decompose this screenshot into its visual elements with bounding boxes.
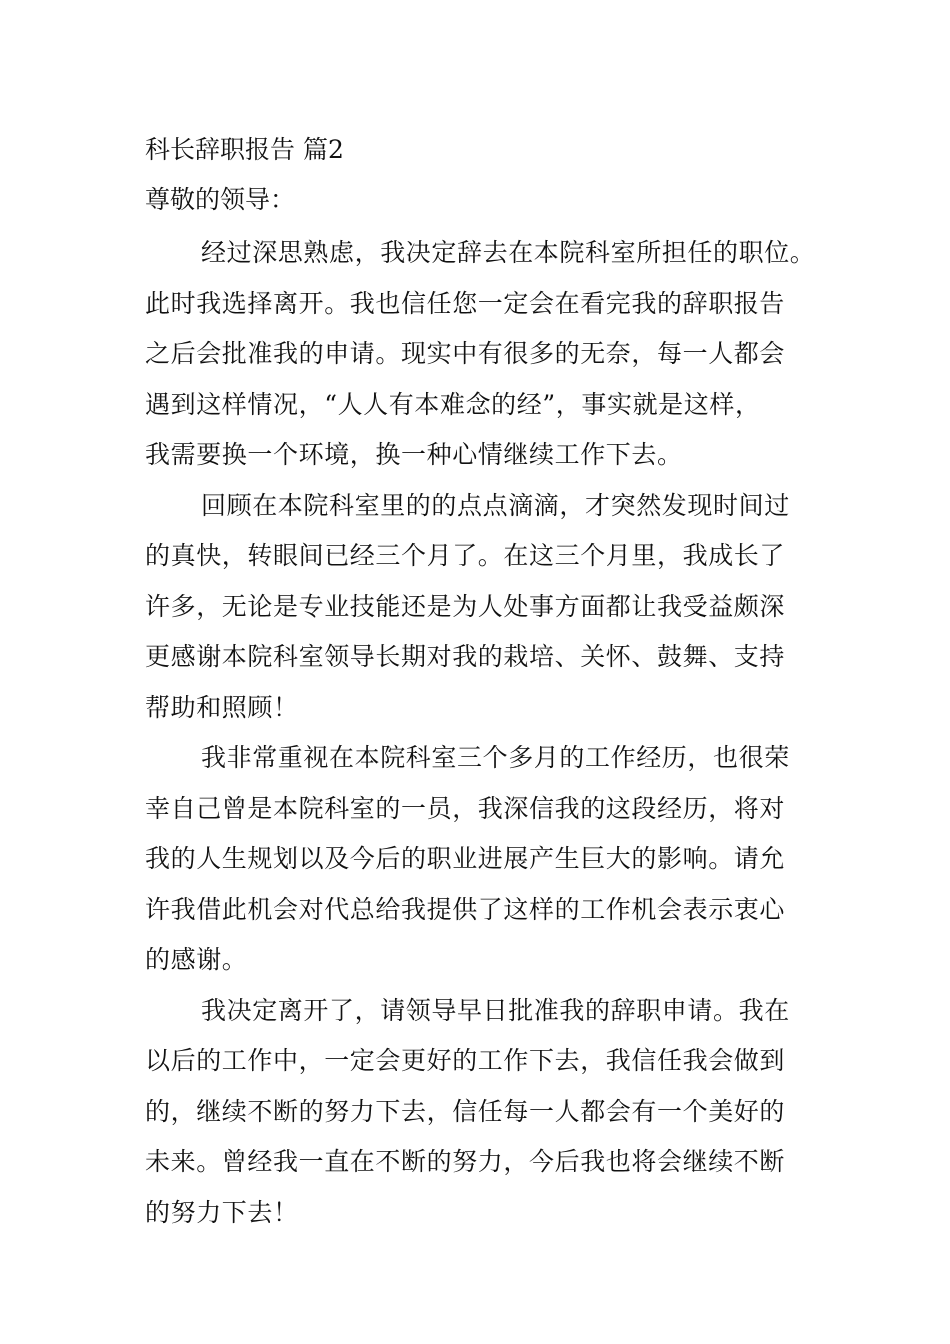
- paragraph-line: 回顾在本院科室里的的点点滴滴，才突然发现时间过: [201, 490, 790, 520]
- paragraph-2: [145, 481, 845, 734]
- paragraph-line: 未来。曾经我一直在不断的努力，今后我也将会继续不断: [145, 1147, 786, 1176]
- paragraph-line: 帮助和照顾！: [145, 692, 299, 722]
- paragraph-line: 的真快，转眼间已经三个月了。在这三个月里，我成长了: [145, 541, 786, 570]
- salutation: 尊敬的领导：: [145, 185, 296, 214]
- paragraph-line: 的，继续不断的努力下去，信任每一人都会有一个美好的: [145, 1096, 786, 1126]
- paragraph-line: 我决定离开了，请领导早日批准我的辞职申请。我在: [201, 995, 790, 1025]
- paragraph-line: 许我借此机会对代总给我提供了这样的工作机会表示衷心: [145, 894, 786, 924]
- paragraph-line: 之后会批准我的申请。现实中有很多的无奈，每一人都会: [145, 339, 786, 368]
- paragraph-line: 我需要换一个环境，换一种心情继续工作下去。: [145, 440, 683, 469]
- paragraph-line: 许多，无论是专业技能还是为人处事方面都让我受益颇深: [145, 591, 786, 621]
- paragraph-line: 的努力下去！: [145, 1197, 299, 1227]
- paragraph-line: 更感谢本院科室领导长期对我的栽培、关怀、鼓舞、支持: [145, 642, 786, 671]
- paragraph-line: 此时我选择离开。我也信任您一定会在看完我的辞职报告: [145, 288, 786, 318]
- paragraph-1: [145, 228, 845, 481]
- paragraph-line: 遇到这样情况，“人人有本难念的经”，事实就是这样，: [145, 389, 761, 419]
- paragraph-line: 的感谢。: [145, 945, 248, 974]
- paragraph-line: 经过深思熟虑，我决定辞去在本院科室所担任的职位。: [201, 238, 816, 267]
- document-title: 科长辞职报告 篇2: [145, 135, 344, 164]
- letter-body: [145, 228, 845, 1238]
- paragraph-3: [145, 733, 845, 986]
- paragraph-4: [145, 986, 845, 1239]
- paragraph-line: 我非常重视在本院科室三个多月的工作经历，也很荣: [201, 743, 790, 772]
- paragraph-line: 幸自己曾是本院科室的一员，我深信我的这段经历，将对: [145, 793, 786, 823]
- paragraph-line: 以后的工作中，一定会更好的工作下去，我信任我会做到: [145, 1046, 786, 1075]
- paragraph-line: 我的人生规划以及今后的职业进展产生巨大的影响。请允: [145, 844, 786, 873]
